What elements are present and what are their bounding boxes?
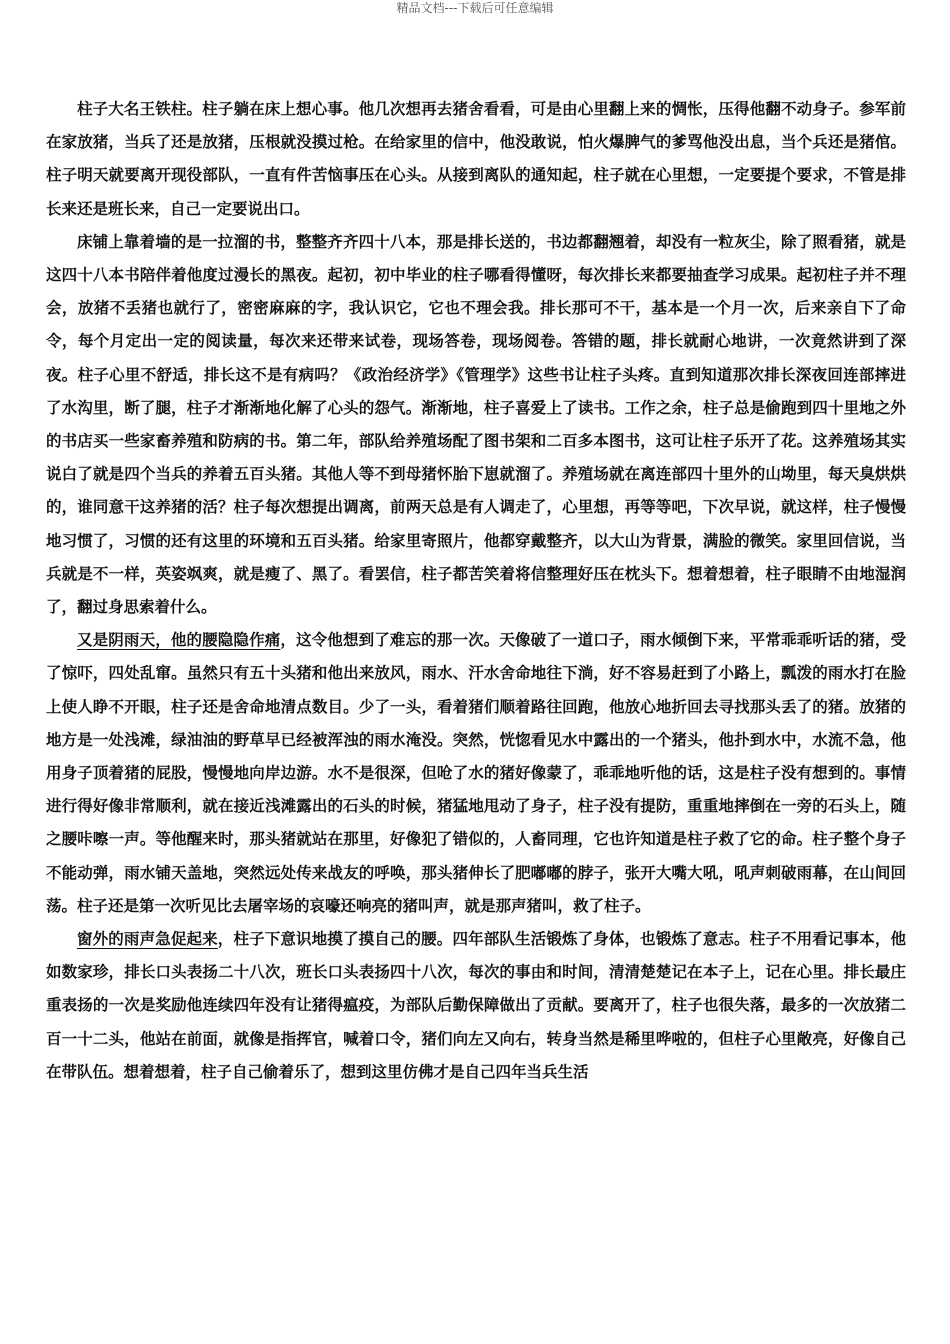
paragraph-2-text: 床铺上靠着墙的是一拉溜的书，整整齐齐四十八本，那是排长送的，书边都翻翘着，却没有一粒灰尘，除了照看猪，就是这四十八本书陪伴着他度过漫长的黑夜。起初，初中毕业的柱子哪看得懂呀，每次排长来都要抽查学习成果。起初柱子并不理会，放猪不丢猪也就行了，密密麻麻的字，我认识它，它也不理会我。排长那可不干，基本是一个月一次，后来亲自下了命令，每个月定出一定的阅读量，每次来还带来试卷，现场答卷，现场阅卷。答错的题，排长就耐心地讲，一次竟然讲到了深夜。柱子心里不舒适，排长这不是有病吗？《政治经济学》《管理学》这些书让柱子头疼。直到知道那次排长深夜回连部摔进了水沟里，断了腿，柱子才渐渐地化解了心头的怨气。渐渐地，柱子喜爱上了读书。工作之余，柱子总是偷跑到四十里地之外的书店买一些家畜养殖和防病的书。第二年，部队给养殖场配了图书架和二百多本图书，这可让柱子乐开了花。这养殖场其实说白了就是四个当兵的养着五百头猪。其他人等不到母猪怀胎下崽就溜了。养殖场就在离连部四十里外的山坳里，每天臭烘烘的，谁同意干这养猪的活？柱子每次想提出调离，前两天总是有人调走了，心里想，再等等吧，下次早说，就这样，柱子慢慢地习惯了，习惯的还有这里的环境和五百头猪。给家里寄照片，他都穿戴整齐，以大山为背景，满脸的微笑。家里回信说，当兵就是不一样，英姿飒爽，就是瘦了、黑了。看罢信，柱子都苦笑着将信整理好压在枕头下。想着想着，柱子眼睛不由地湿润了，翻过身思索着什么。 bbox=[46, 231, 906, 617]
paragraph-1 bbox=[46, 92, 906, 225]
paragraph-1-text: 柱子大名王铁柱。柱子躺在床上想心事。他几次想再去猪舍看看，可是由心里翻上来的惆怅，压得他翻不动身子。参军前在家放猪，当兵了还是放猪，压根就没摸过枪。在给家里的信中，他没敢说，怕火爆脾气的爹骂他没出息，当个兵还是猪倌。柱子明天就要离开现役部队，一直有件苦恼事压在心头。从接到离队的通知起，柱子就在心里想，一定要提个要求，不管是排长来还是班长来，自己一定要说出口。 bbox=[46, 99, 906, 218]
paragraph-4-text: ，柱子下意识地摸了摸自己的腰。四年部队生活锻炼了身体，也锻炼了意志。柱子不用看记事本，他如数家珍，排长口头表扬二十八次，班长口头表扬四十八次，每次的事由和时间，清清楚楚记在本子上，记在心里。排长最庄重表扬的一次是奖励他连续四年没有让猪得瘟疫，为部队后勤保障做出了贡献。要离开了，柱子也很失落，最多的一次放猪二百一十二头，他站在前面，就像是指挥官，喊着口令，猪们向左又向右，转身当然是稀里哗啦的，但柱子心里敞亮，好像自己在带队伍。想着想着，柱子自己偷着乐了，想到这里仿佛才是自己四年当兵生活 bbox=[46, 929, 906, 1081]
paragraph-3 bbox=[46, 623, 906, 922]
paragraph-4-underlined-phrase: 窗外的雨声急促起来 bbox=[77, 929, 218, 949]
paragraph-3-underlined-phrase: 又是阴雨天，他的腰隐隐作痛 bbox=[77, 630, 281, 650]
paragraph-3-text: ，这令他想到了难忘的那一次。天像破了一道口子，雨水倾倒下来，平常乖乖听话的猪，受了惊吓，四处乱窜。虽然只有五十头猪和他出来放风，雨水、汗水舍命地往下淌，好不容易赶到了小路上，瓢泼的雨水打在脸上使人睁不开眼，柱子还是舍命地清点数目。少了一头，看着猪们顺着路往回跑，他放心地折回去寻找那头丢了的猪。放猪的地方是一处浅滩，绿油油的野草早已经被浑浊的雨水淹没。突然，恍惚看见水中露出的一个猪头，他扑到水中，水流不急，他用身子顶着猪的屁股，慢慢地向岸边游。水不是很深，但呛了水的猪好像蒙了，乖乖地听他的话，这是柱子没有想到的。事情进行得好像非常顺利，就在接近浅滩露出的石头的时候，猪猛地甩动了身子，柱子没有提防，重重地摔倒在一旁的石头上，随之腰咔嚓一声。等他醒来时，那头猪就站在那里，好像犯了错似的，人畜同理，它也许知道是柱子救了它的命。柱子整个身子不能动弹，雨水铺天盖地，突然远处传来战友的呼唤，那头猪伸长了肥嘟嘟的脖子，张开大嘴大吼，吼声刺破雨幕，在山间回荡。柱子还是第一次听见比去屠宰场的哀嚎还响亮的猪叫声，就是那声猪叫，救了柱子。 bbox=[46, 630, 906, 915]
document-body bbox=[46, 92, 906, 1088]
paragraph-2 bbox=[46, 225, 906, 623]
page-header: 精品文档---下载后可任意编辑 bbox=[396, 1, 554, 15]
paragraph-4 bbox=[46, 922, 906, 1088]
